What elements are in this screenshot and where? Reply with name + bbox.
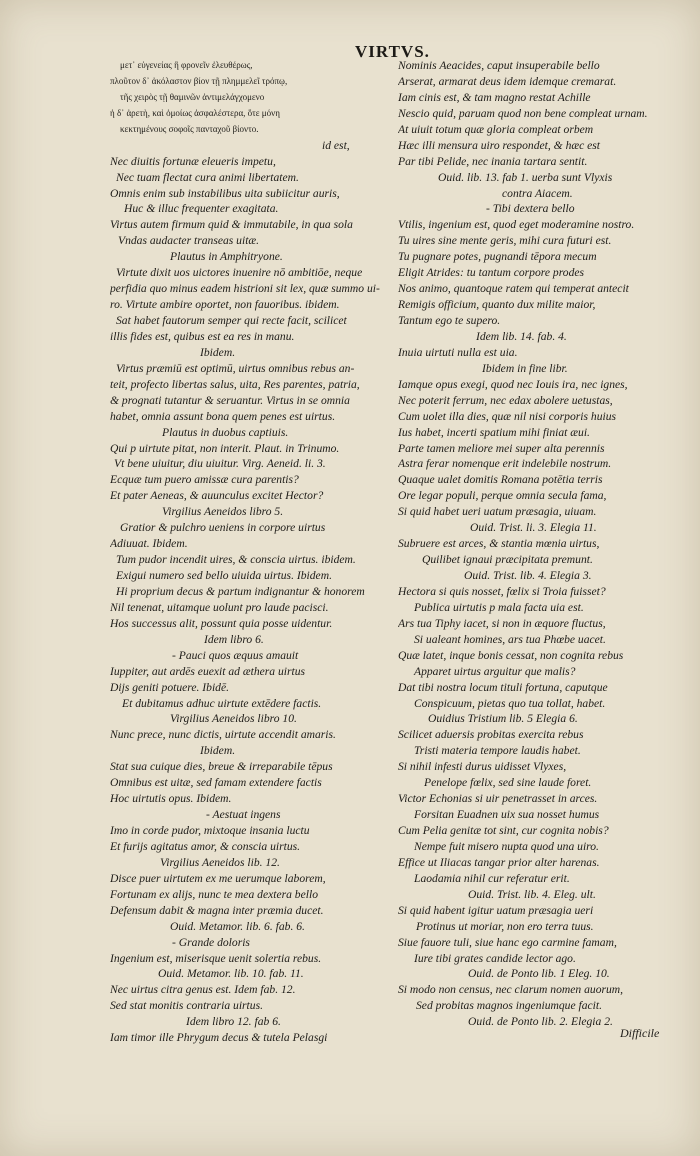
text-line: Plautus in duobus captiuis.	[162, 425, 289, 439]
text-line: Sed probitas magnos ingeniumque facit.	[416, 999, 603, 1013]
text-line: Gratior & pulchro ueniens in corpore uirtus	[120, 521, 326, 535]
text-line: Omnibus est uitæ, sed famam extendere factis	[110, 776, 322, 790]
text-line: Hæc illi mensura uiro respondet, & hæc est	[398, 138, 601, 152]
text-line: κεκτημένους σοφοῖς πανταχοῦ βίοντο.	[120, 123, 259, 134]
text-line: Idem lib. 14. fab. 4.	[476, 329, 567, 343]
text-line: Nec tuam flectat cura animi libertatem.	[116, 170, 299, 184]
text-line: Ouid. de Ponto lib. 1 Eleg. 10.	[468, 967, 610, 981]
text-line: Nominis Aeacides, caput insuperabile bello	[398, 59, 600, 72]
text-line: ro. Virtute ambire oportet, non fauoribus. ibidem.	[110, 298, 340, 312]
text-line: Exigui numero sed bello uiuida uirtus. Ibidem.	[116, 569, 332, 582]
text-line: πλοῦτον δ᾽ ἀκόλαστον βίον τῇ πλημμελεῖ τρόπῳ,	[110, 75, 288, 86]
text-line: perfidia quo minus eadem histrioni sit lex, quæ summo ui-	[110, 282, 380, 296]
text-line: - Aestuat ingens	[206, 808, 281, 822]
text-line: Quæ latet, inque bonis cessat, non cognita rebus	[398, 648, 624, 662]
text-line: Cum Pelia genitæ tot sint, cur cognita nobis?	[398, 824, 609, 837]
text-line: Ouid. Trist. lib. 4. Eleg. ult.	[468, 887, 596, 901]
text-line: Sed stat monitis contraria uirtus.	[110, 999, 263, 1013]
text-line: Tu uires sine mente geris, mihi cura futuri est.	[398, 234, 612, 248]
text-line: Sat habet fautorum semper qui recte facit, scilicet	[116, 314, 347, 327]
text-line: Conspicuum, pietas quo tua tollat, habet.	[414, 696, 606, 710]
text-line: - Grande doloris	[172, 935, 250, 949]
text-line: Nec uirtus citra genus est. Idem fab. 12.	[110, 983, 296, 997]
text-line: Virgilius Aeneidos lib. 12.	[160, 855, 280, 869]
text-line: Ius habet, incerti spatium mihi finiat æui.	[398, 425, 590, 439]
text-line: Ibidem.	[200, 345, 236, 359]
text-line: Ingenium est, miserisque uenit solertia rebus.	[110, 951, 322, 965]
text-line: Virgilius Aeneidos libro 5.	[162, 505, 284, 519]
text-line: Quilibet ignaui præcipitata premunt.	[422, 553, 593, 567]
text-line: ἡ δ᾽ ἀρετὴ, καὶ ὁμοίως ἀσφαλέστερα, ὅτε μόνη	[110, 107, 280, 118]
text-line: Forsitan Euadnen uix sua nosset humus	[414, 808, 600, 822]
text-line: Hos successus alit, possunt quia posse uidentur.	[110, 616, 333, 630]
text-line: Effice ut Iliacas tangar prior alter harenas.	[398, 855, 600, 869]
text-line: Tu pugnare potes, pugnandi tēpora mecum	[398, 250, 597, 264]
text-line: Si modo non census, nec clarum nomen auorum,	[398, 983, 624, 997]
text-line: Scilicet aduersis probitas exercita rebus	[398, 728, 584, 742]
running-head: VIRTVS.	[355, 42, 430, 61]
text-line: Adiuuat. Ibidem.	[110, 537, 188, 551]
text-line: Ibidem in fine libr.	[482, 361, 568, 375]
text-line: Tantum ego te supero.	[398, 314, 501, 327]
text-line: Stat sua cuique dies, breue & irreparabile tēpus	[110, 760, 333, 774]
text-line: Laodamia nihil cur referatur erit.	[414, 871, 570, 885]
text-line: Qui p uirtute pitat, non interit. Plaut. in Trinumo.	[110, 441, 340, 455]
text-line: μετ᾽ εὐγενείας ἢ φρονεῖν ἐλευθέρως,	[120, 60, 253, 70]
text-line: Apparet uirtus arguitur que malis?	[414, 664, 576, 678]
text-line: Nempe fuit misero nupta quod una uiro.	[414, 839, 599, 853]
text-line: Ouid. lib. 13. fab 1. uerba sunt Vlyxis	[438, 170, 613, 184]
page-header	[0, 28, 700, 61]
text-line: Remigis officium, quanto dux milite maior,	[398, 298, 596, 312]
text-line: Disce puer uirtutem ex me uerumque laborem,	[110, 871, 326, 885]
text-line: Ouid. Trist. lib. 4. Elegia 3.	[464, 569, 592, 582]
text-line: Defensum dabit & magna inter præmia ducet.	[110, 903, 324, 917]
text-line: Et furijs agitatus amor, & conscia uirtus.	[110, 839, 301, 853]
text-line: Virtus præmiū est optimū, uirtus omnibus rebus an-	[116, 361, 355, 375]
text-line: Et dubitamus adhuc uirtute extēdere factis.	[122, 696, 322, 710]
text-line: Iam cinis est, & tam magno restat Achille	[398, 90, 591, 104]
text-line: Nunc prece, nunc dictis, uirtute accendit amaris.	[110, 728, 336, 742]
text-line: Imo in corde pudor, mixtoque insania luctu	[110, 824, 310, 837]
text-line: Omnis enim sub instabilibus uita subiicitur auris,	[110, 186, 340, 200]
catchword: Difficile	[620, 1026, 660, 1040]
text-line: Hi proprium decus & partum indignantur & honorem	[116, 584, 365, 598]
text-line: Nec diuitis fortunæ eleueris impetu,	[110, 154, 276, 168]
text-line: Nos animo, quantoque ratem qui temperat antecit	[398, 282, 629, 296]
text-line: Inuia uirtuti nulla est uia.	[398, 345, 518, 359]
text-line: illis fides est, quibus est ea res in manu.	[110, 329, 295, 343]
text-line: Vtilis, ingenium est, quod eget moderamine nostro.	[398, 218, 635, 232]
text-line: Virtus autem firmum quid & immutabile, in qua sola	[110, 218, 353, 232]
text-line: Huc & illuc frequenter exagitata.	[124, 202, 279, 216]
text-line: Iamque opus exegi, quod nec Iouis ira, nec ignes,	[398, 377, 628, 391]
text-line: Ibidem.	[200, 744, 236, 758]
text-line: Penelope fœlix, sed sine laude foret.	[424, 776, 592, 790]
text-line: Ouidius Tristium lib. 5 Elegia 6.	[428, 712, 578, 726]
text-line: Ouid. Metamor. lib. 10. fab. 11.	[158, 967, 304, 981]
text-line: Ars tua Tiphy iacet, si non in æquore fluctus,	[398, 616, 606, 630]
text-line: - Tibi dextera bello	[486, 202, 575, 216]
text-line: Protinus ut moriar, non ero terra tuus.	[416, 919, 594, 933]
text-line: Nec poterit ferrum, nec edax abolere uetustas,	[398, 393, 613, 407]
text-line: Eligit Atrides: tu tantum corpore prodes	[398, 266, 585, 280]
left-column	[110, 58, 396, 1046]
text-line: Cum uolet illa dies, quæ nil nisi corporis huius	[398, 409, 617, 423]
text-line: Iure tibi grates candide lector ago.	[414, 951, 576, 965]
text-line: Arserat, armarat deus idem idemque cremarat.	[398, 74, 617, 88]
text-line: Subruere est arces, & stantia mœnia uirtus,	[398, 537, 600, 551]
text-line: Si quid habent igitur uatum præsagia ueri	[398, 903, 594, 917]
text-line: Dat tibi nostra locum tituli fortuna, caputque	[398, 680, 608, 694]
text-line: Plautus in Amphitryone.	[170, 250, 283, 264]
text-line: Nescio quid, paruam quod non bene compleat urnam.	[398, 106, 648, 120]
text-line: Ore legar populi, perque omnia secula fama,	[398, 489, 607, 503]
text-line: At uiuit totum quæ gloria compleat orbem	[398, 122, 594, 136]
text-line: Virtute dixit uos uictores inuenire nō ambitiōe, neque	[116, 266, 363, 280]
text-line: Par tibi Pelide, nec inania tartara sentit.	[398, 154, 588, 168]
text-line: Dijs geniti potuere. Ibidē.	[110, 680, 230, 694]
text-line: Iam timor ille Phrygum decus & tutela Pelasgi	[110, 1031, 328, 1045]
text-line: contra Aiacem.	[502, 186, 573, 200]
text-line: Astra ferar nomenque erit indelebile nostrum.	[398, 457, 612, 471]
text-line: habet, omnia assunt bona quem penes est uirtus.	[110, 409, 336, 423]
text-line: Siue fauore tuli, siue hanc ego carmine famam,	[398, 935, 617, 949]
text-line: Si ualeant homines, ars tua Phœbe uacet.	[414, 632, 606, 646]
text-line: & prognati tutantur & seruantur. Virtus in se omnia	[110, 393, 350, 407]
text-line: τῆς χειρὸς τῇ θαμινῶν ἀντιμελάγχομενο	[120, 91, 265, 102]
text-line: id est,	[322, 138, 350, 152]
text-line: Vt bene uiuitur, diu uiuitur. Virg. Aeneid. li. 3.	[114, 457, 326, 471]
text-line: Si quid habet ueri uatum præsagia, uiuam.	[398, 505, 597, 519]
text-line: Tristi materia tempore laudis habet.	[414, 744, 581, 758]
text-line: Publica uirtutis p mala facta uia est.	[414, 600, 584, 614]
text-line: Et pater Aeneas, & auunculus excitet Hector?	[110, 489, 324, 503]
text-line: Quaque ualet domitis Romana potētia terris	[398, 473, 603, 487]
text-line: Idem libro 12. fab 6.	[186, 1015, 281, 1029]
text-line: Victor Echonias si uir penetrasset in arces.	[398, 792, 598, 806]
text-line: Hoc uirtutis opus. Ibidem.	[110, 792, 232, 806]
text-line: Parte tamen meliore mei super alta perennis	[398, 441, 605, 455]
text-line: - Pauci quos æquus amauit	[172, 648, 299, 662]
text-line: Ouid. Trist. li. 3. Elegia 11.	[470, 521, 597, 535]
text-line: Ecquæ tum puero amissæ cura parentis?	[110, 473, 299, 487]
text-line: Virgilius Aeneidos libro 10.	[170, 712, 297, 726]
text-line: Idem libro 6.	[204, 632, 264, 646]
right-column	[398, 58, 670, 1030]
text-line: Nil tenenat, uitamque uolunt pro laude pacisci.	[110, 600, 329, 614]
text-line: Tum pudor incendit uires, & conscia uirtus. ibidem.	[116, 553, 356, 567]
text-line: Iuppiter, aut ardēs euexit ad æthera uirtus	[110, 664, 306, 678]
text-line: Ouid. Metamor. lib. 6. fab. 6.	[170, 919, 305, 933]
text-line: Vndas audacter transeas uitæ.	[118, 234, 260, 248]
text-line: Si nihil infesti durus uidisset Vlyxes,	[398, 760, 567, 774]
text-line: teit, profecto libertas salus, uita, Res parentes, patria,	[110, 377, 360, 391]
text-line: Ouid. de Ponto lib. 2. Elegia 2.	[468, 1015, 613, 1029]
text-line: Fortunam ex alijs, nunc te mea dextera bello	[110, 887, 318, 901]
text-line: Hectora si quis nosset, fœlix si Troia fuisset?	[398, 584, 606, 598]
